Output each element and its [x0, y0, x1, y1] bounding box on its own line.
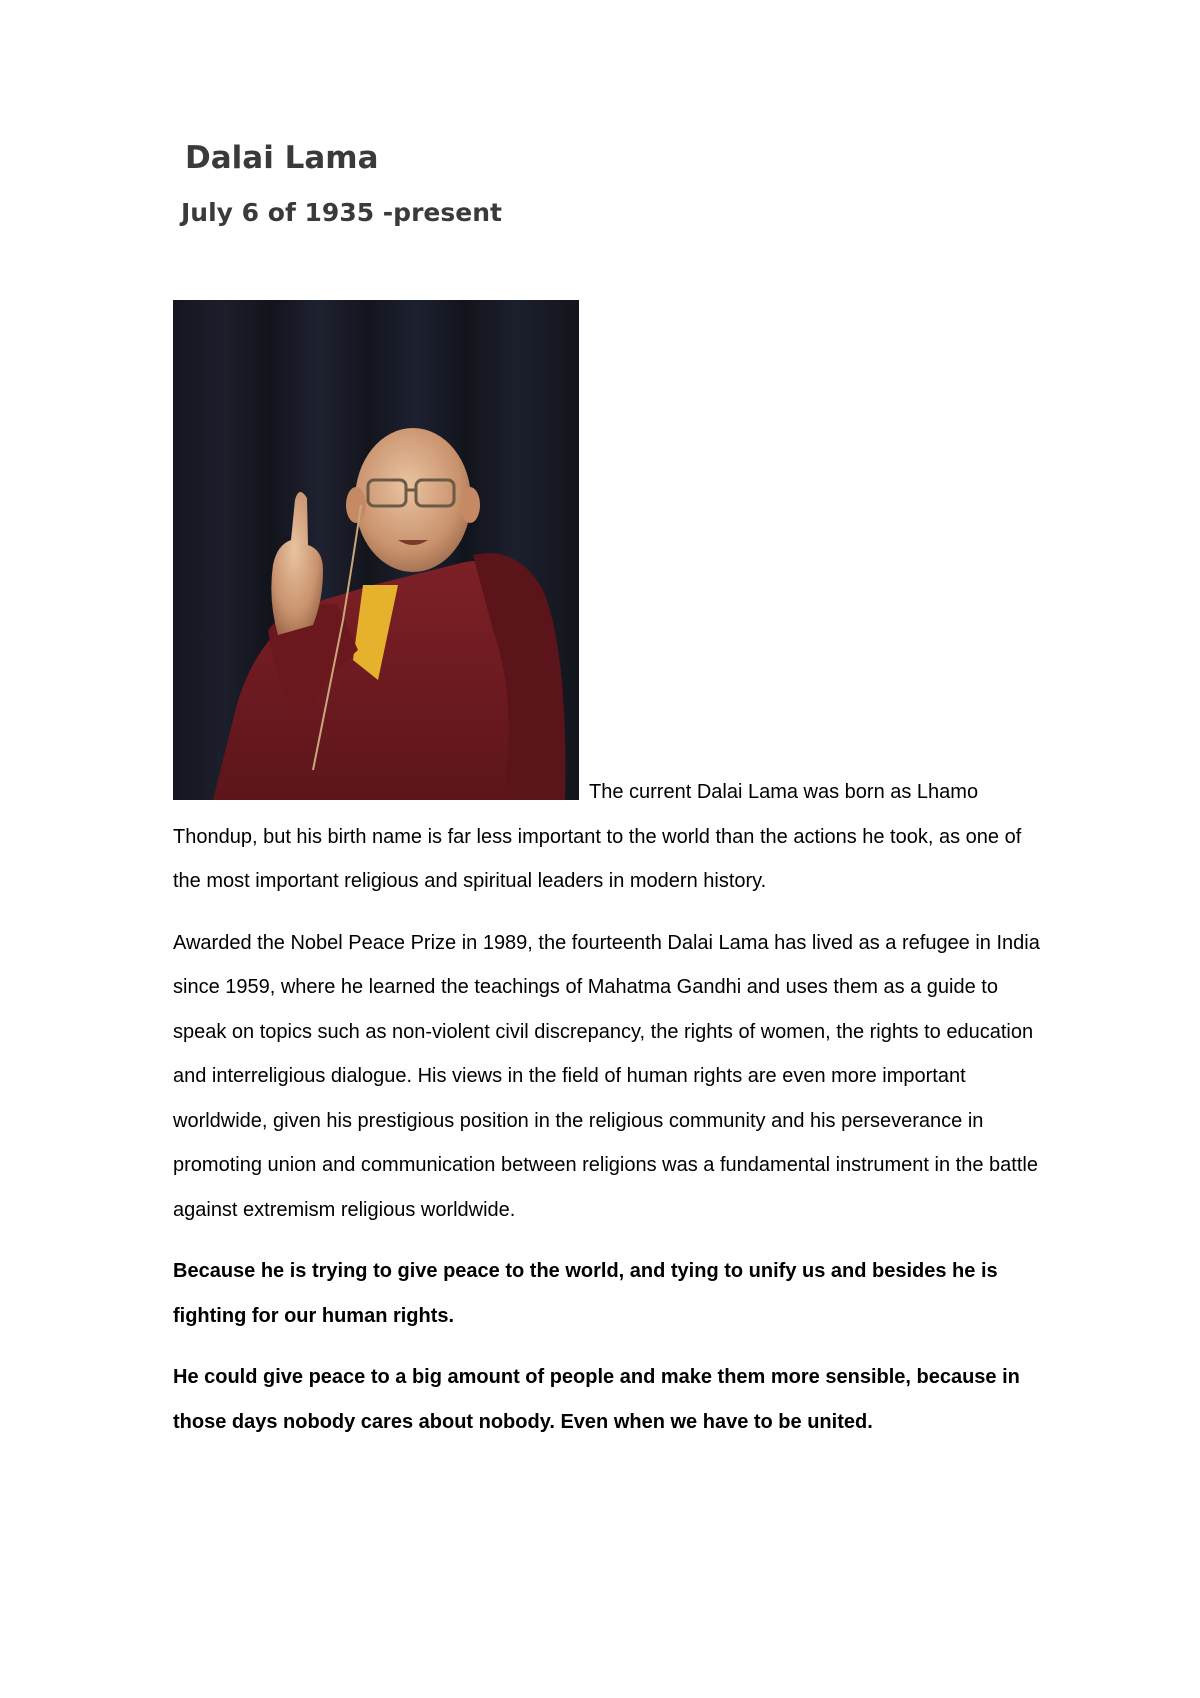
paragraph-united: He could give peace to a big amount of people and make them more sensible, because in those days nobody cares about nobody. Even when we have to be united.	[173, 1366, 1020, 1433]
page-subtitle: July 6 of 1935 -present	[181, 198, 502, 227]
portrait-photo	[173, 300, 579, 800]
paragraph-intro-text: The current Dalai Lama was born as Lhamo Thondup, but his birth name is far less important to the world than the actions he took, as one of the most important religious and spiritual leaders in modern history.	[173, 781, 1022, 892]
document-body	[173, 298, 1053, 1461]
paragraph-intro	[173, 298, 1053, 904]
left-ear	[346, 487, 366, 523]
right-ear	[460, 487, 480, 523]
paragraph-nobel: Awarded the Nobel Peace Prize in 1989, the fourteenth Dalai Lama has lived as a refugee in India since 1959, where he learned the teachings of Mahatma Gandhi and uses them as a guide to speak on topics such as non-violent civil discrepancy, the rights of women, the rights to education and interreligious dialogue. His views in the field of human rights are even more important worldwide, given his prestigious position in the religious community and his perseverance in promoting union and communication between religions was a fundamental instrument in the battle against extremism religious worldwide.	[173, 931, 1040, 1221]
page-title: Dalai Lama	[185, 140, 379, 176]
paragraph-peace: Because he is trying to give peace to the world, and tying to unify us and besides he is fighting for our human rights.	[173, 1260, 998, 1327]
